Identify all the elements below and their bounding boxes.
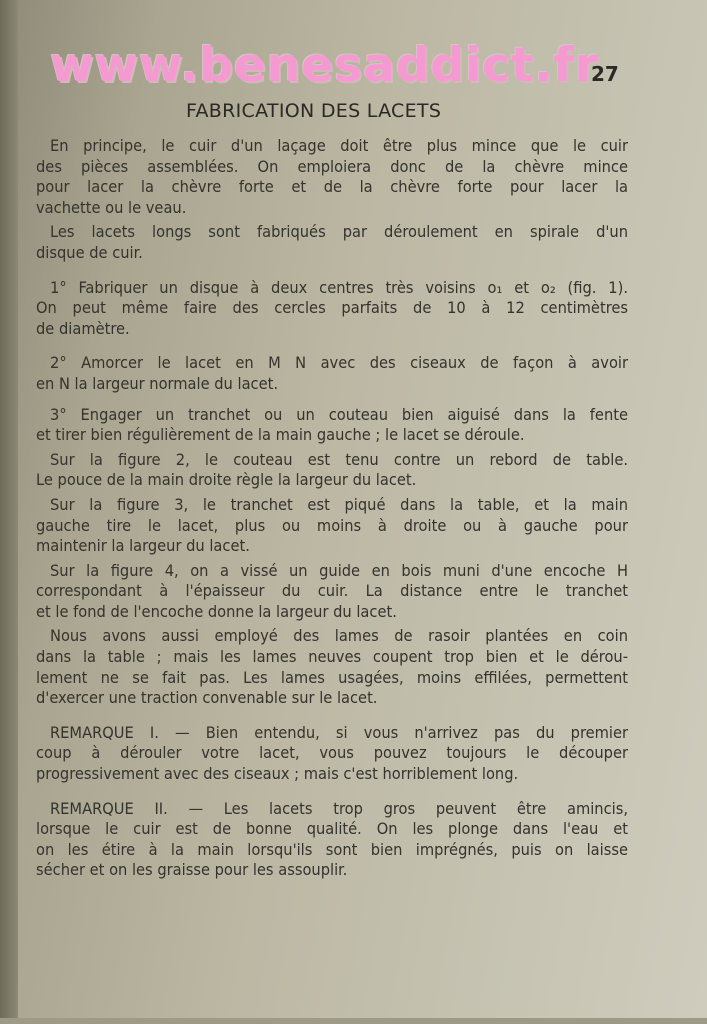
paragraph-gap [36,264,628,278]
text-line: maintenir la largeur du lacet. [36,536,250,556]
text-line: coup à dérouler votre lacet, vous pouvez toujours le découper [36,743,628,763]
text-line: d'exercer une traction convenable sur le lacet. [36,688,378,708]
text-line: de diamètre. [36,318,130,338]
text-line: 3° Engager un tranchet ou un couteau bien aiguisé dans la fente [50,404,628,424]
text-line: Le pouce de la main droite règle la largeur du lacet. [36,470,417,490]
page-bottom-edge [0,1018,707,1024]
page-binding-edge [0,0,18,1024]
body-text [36,136,628,881]
text-line: en N la largeur normale du lacet. [36,373,279,393]
text-line: on les étire à la main lorsqu'ils sont bien imprégnés, puis on laisse [36,839,628,859]
watermark-url: www.benesaddict.fr [50,38,599,93]
paragraph-gap [36,709,628,723]
text-line: sécher et on les graisse pour les assouplir. [36,860,348,880]
page-title: FABRICATION DES LACETS [186,100,442,122]
paragraph [36,450,628,491]
text-line: lement ne se fait pas. Les lames usagées, moins effilées, permettent [36,667,628,687]
text-line: progressivement avec des ciseaux ; mais c'est horriblement long. [36,764,519,784]
text-line: 1° Fabriquer un disque à deux centres très voisins o₁ et o₂ (fig. 1). [50,277,628,297]
text-line: On peut même faire des cercles parfaits de 10 à 12 centimètres [36,298,628,318]
text-line: Sur la figure 3, le tranchet est piqué dans la table, et la main [50,494,628,514]
paragraph [36,353,628,394]
paragraph [36,561,628,623]
text-line: Les lacets longs sont fabriqués par déroulement en spirale d'un [50,222,628,242]
text-line: pour lacer la chèvre forte et de la chèvre forte pour lacer la [36,177,628,197]
text-line: REMARQUE I. — Bien entendu, si vous n'arrivez pas du premier [50,722,628,742]
text-line: vachette ou le veau. [36,197,187,217]
text-line: gauche tire le lacet, plus ou moins à droite ou à gauche pour [36,515,628,535]
paragraph-gap [36,395,628,405]
text-line: Nous avons aussi employé des lames de rasoir plantées en coin [50,626,628,646]
paragraph [36,799,628,881]
paragraph [36,405,628,446]
page-number: 27 [591,62,619,86]
text-line: 2° Amorcer le lacet en M N avec des ciseaux de façon à avoir [50,353,628,373]
paragraph [36,136,628,218]
paragraph-gap [36,339,628,353]
text-line: et le fond de l'encoche donne la largeur du lacet. [36,601,397,621]
paragraph [36,626,628,708]
paragraph [36,495,628,557]
text-line: Sur la figure 2, le couteau est tenu contre un rebord de table. [50,449,628,469]
text-line: lorsque le cuir est de bonne qualité. On les plonge dans l'eau et [36,819,628,839]
text-line: Sur la figure 4, on a vissé un guide en bois muni d'une encoche H [50,560,628,580]
paragraph [36,222,628,263]
text-line: des pièces assemblées. On emploiera donc de la chèvre mince [36,156,628,176]
text-line: En principe, le cuir d'un laçage doit être plus mince que le cuir [50,136,628,155]
text-line: disque de cuir. [36,242,143,262]
paragraph-gap [36,785,628,799]
paragraph [36,278,628,340]
text-line: dans la table ; mais les lames neuves coupent trop bien et le dérou- [36,647,628,667]
paragraph [36,723,628,785]
text-line: correspondant à l'épaisseur du cuir. La distance entre le tranchet [36,581,628,601]
text-line: REMARQUE II. — Les lacets trop gros peuvent être amincis, [50,798,628,818]
text-line: et tirer bien régulièrement de la main gauche ; le lacet se déroule. [36,425,525,445]
